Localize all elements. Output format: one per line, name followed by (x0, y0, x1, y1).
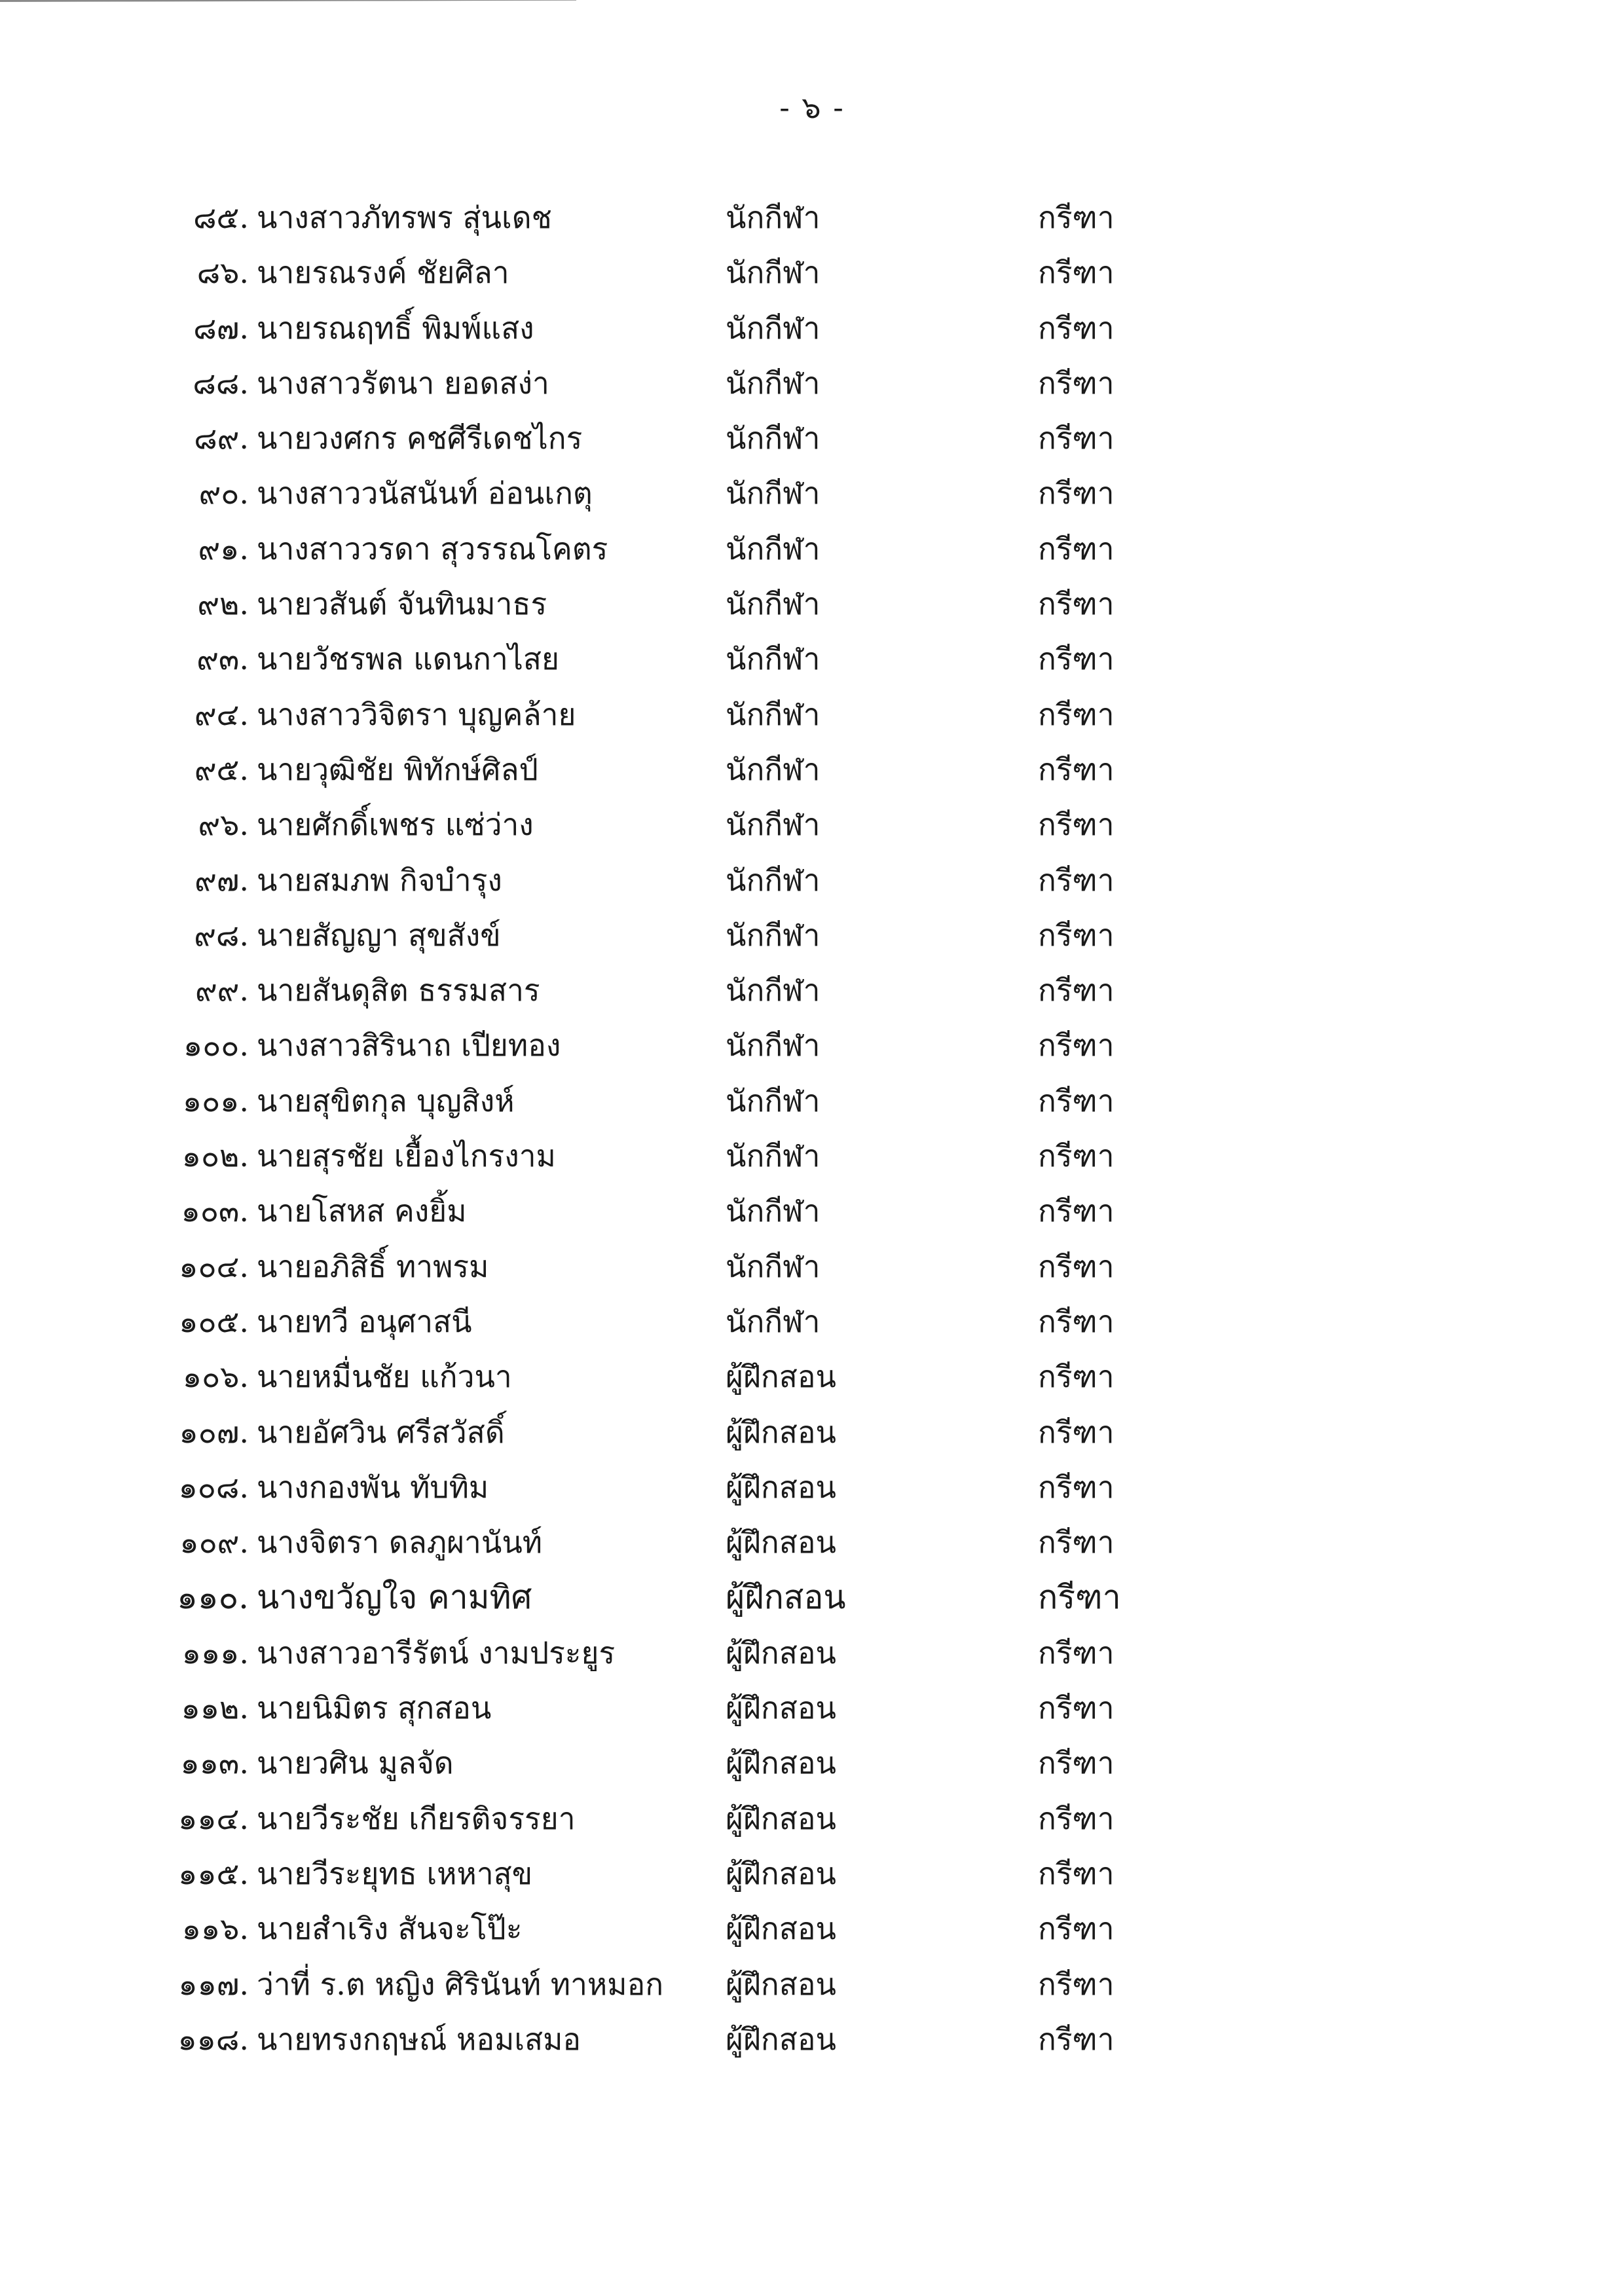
entry-role: ผู้ฝึกสอน (726, 1525, 836, 1561)
entry-sport: กรีฑา (1038, 1690, 1115, 1726)
entry-number: ๑๐๐. (183, 1027, 249, 1063)
entry-role: ผู้ฝึกสอน (726, 1578, 846, 1617)
entry-sport: กรีฑา (1038, 420, 1115, 456)
list-item (0, 466, 1624, 521)
entry-number: ๙๘. (194, 917, 249, 953)
entry-sport: กรีฑา (1038, 1303, 1115, 1339)
list-item (0, 797, 1624, 852)
list-item (0, 853, 1624, 908)
entry-name: นายสุรชัย เยื้องไกรงาม (257, 1138, 556, 1174)
entry-number: ๘๗. (193, 310, 249, 346)
entry-number: ๑๐๕. (179, 1303, 249, 1339)
entry-role: ผู้ฝึกสอน (726, 1414, 836, 1450)
entry-role: นักกีฬา (726, 641, 821, 677)
entry-sport: กรีฑา (1038, 1359, 1115, 1395)
list-item (0, 1680, 1624, 1735)
entry-name: ว่าที่ ร.ต หญิง ศิรินันท์ ทาหมอก (257, 1966, 664, 2002)
entry-name: นายสันดุสิต ธรรมสาร (257, 972, 540, 1008)
entry-sport: กรีฑา (1038, 1800, 1115, 1836)
entry-name: นางสาววรดา สุวรรณโคตร (257, 530, 608, 566)
entry-sport: กรีฑา (1038, 696, 1115, 732)
list-item (0, 576, 1624, 631)
entry-sport: กรีฑา (1038, 1082, 1115, 1118)
entry-role: นักกีฬา (726, 972, 821, 1008)
list-item (0, 1239, 1624, 1294)
entry-number: ๑๑๕. (178, 1855, 249, 1891)
entry-sport: กรีฑา (1038, 1469, 1115, 1505)
entry-name: นายทวี อนุศาสนี (257, 1303, 472, 1339)
entry-number: ๑๐๔. (179, 1248, 249, 1284)
entry-number: ๑๑๗. (178, 1966, 249, 2002)
entry-name: นายวสันต์ จันทินมาธร (257, 586, 547, 622)
entry-name: นางจิตรา ดลภูผานันท์ (257, 1525, 543, 1561)
entry-number: ๑๑๑. (181, 1635, 249, 1671)
list-item (0, 631, 1624, 686)
entry-sport: กรีฑา (1038, 475, 1115, 511)
entry-number: ๑๑๓. (180, 1745, 249, 1781)
entry-role: นักกีฬา (726, 1082, 821, 1118)
entry-number: ๘๙. (194, 420, 249, 456)
entry-name: นางสาวภัทรพร สุ่นเดช (257, 200, 552, 235)
entry-name: นางสาวอารีรัตน์ งามประยูร (257, 1635, 616, 1671)
list-item (0, 1846, 1624, 1901)
entry-sport: กรีฑา (1038, 1027, 1115, 1063)
entry-sport: กรีฑา (1038, 1635, 1115, 1671)
entry-number: ๑๐๑. (182, 1082, 249, 1118)
entry-sport: กรีฑา (1038, 1525, 1115, 1561)
list-item (0, 1128, 1624, 1183)
entry-name: นายศักดิ์เพชร แซ่ว่าง (257, 807, 534, 843)
entry-name: นายรณฤทธิ์ พิมพ์แสง (257, 310, 534, 346)
entry-number: ๑๑๖. (181, 1911, 249, 1947)
list-item (0, 1791, 1624, 1846)
entry-number: ๘๖. (196, 255, 249, 291)
entry-number: ๘๕. (193, 200, 249, 235)
entry-number: ๑๐๖. (182, 1359, 249, 1395)
scan-edge-line (0, 0, 576, 6)
entry-name: นางสาวสิรินาถ เปียทอง (257, 1027, 561, 1063)
entry-role: นักกีฬา (726, 862, 821, 898)
entry-name: นายสัญญา สุขสังข์ (257, 917, 501, 953)
entry-name: นายวีระชัย เกียรติจรรยา (257, 1800, 576, 1836)
entry-role: นักกีฬา (726, 310, 821, 346)
list-item (0, 1073, 1624, 1128)
entry-role: นักกีฬา (726, 1027, 821, 1063)
entry-number: ๙๙. (194, 972, 249, 1008)
entry-number: ๙๕. (194, 751, 249, 787)
list-item (0, 1901, 1624, 1956)
entry-name: นางขวัญใจ คามทิศ (257, 1578, 532, 1617)
entry-role: นักกีฬา (726, 807, 821, 843)
list-item (0, 908, 1624, 963)
entry-number: ๙๓. (196, 641, 249, 677)
entry-role: นักกีฬา (726, 530, 821, 566)
entry-number: ๘๘. (193, 365, 249, 401)
list-item (0, 521, 1624, 576)
entry-number: ๙๖. (198, 807, 249, 843)
entry-name: นายนิมิตร สุกสอน (257, 1690, 492, 1726)
entry-number: ๑๑๐. (177, 1578, 249, 1617)
list-item (0, 356, 1624, 411)
list-item (0, 1735, 1624, 1790)
entry-role: นักกีฬา (726, 586, 821, 622)
list-item (0, 963, 1624, 1018)
list-item (0, 1625, 1624, 1680)
entry-name: นายรณรงค์ ชัยศิลา (257, 255, 509, 291)
entry-sport: กรีฑา (1038, 1578, 1121, 1617)
entry-name: นายวีระยุทธ เหหาสุข (257, 1855, 533, 1891)
entry-number: ๙๗. (194, 862, 249, 898)
entry-sport: กรีฑา (1038, 1138, 1115, 1174)
entry-sport: กรีฑา (1038, 365, 1115, 401)
entry-role: นักกีฬา (726, 1303, 821, 1339)
entry-sport: กรีฑา (1038, 1414, 1115, 1450)
entry-role: นักกีฬา (726, 365, 821, 401)
entry-sport: กรีฑา (1038, 2021, 1115, 2057)
list-item (0, 411, 1624, 466)
entry-name: นางสาววนัสนันท์ อ่อนเกตุ (257, 475, 593, 511)
entry-name: นายสุขิตกุล บุญสิงห์ (257, 1082, 515, 1118)
entry-number: ๑๐๒. (181, 1138, 249, 1174)
entry-role: นักกีฬา (726, 420, 821, 456)
entry-role: ผู้ฝึกสอน (726, 1855, 836, 1891)
entry-sport: กรีฑา (1038, 751, 1115, 787)
entry-role: ผู้ฝึกสอน (726, 1745, 836, 1781)
entry-number: ๑๑๒. (181, 1690, 249, 1726)
entry-sport: กรีฑา (1038, 1966, 1115, 2002)
entry-role: ผู้ฝึกสอน (726, 1469, 836, 1505)
entry-sport: กรีฑา (1038, 972, 1115, 1008)
list-item (0, 1515, 1624, 1570)
entry-role: นักกีฬา (726, 1248, 821, 1284)
entry-role: นักกีฬา (726, 696, 821, 732)
list-item (0, 1957, 1624, 2012)
entry-name: นายวศิน มูลจัด (257, 1745, 454, 1781)
entry-name: นางสาววิจิตรา บุญคล้าย (257, 696, 576, 732)
list-item (0, 1460, 1624, 1515)
entry-number: ๙๑. (198, 530, 249, 566)
name-list (0, 190, 1624, 2067)
entry-sport: กรีฑา (1038, 255, 1115, 291)
entry-number: ๑๑๘. (177, 2021, 249, 2057)
list-item (0, 1405, 1624, 1460)
entry-role: ผู้ฝึกสอน (726, 1690, 836, 1726)
entry-role: นักกีฬา (726, 255, 821, 291)
entry-name: นายทรงกฤษณ์ หอมเสมอ (257, 2021, 581, 2057)
entry-name: นางสาวรัตนา ยอดสง่า (257, 365, 549, 401)
entry-sport: กรีฑา (1038, 641, 1115, 677)
entry-sport: กรีฑา (1038, 862, 1115, 898)
entry-number: ๑๐๘. (178, 1469, 249, 1505)
list-item (0, 742, 1624, 797)
entry-name: นายโสหส คงยิ้ม (257, 1193, 467, 1229)
entry-number: ๑๐๙. (179, 1525, 249, 1561)
list-item (0, 1294, 1624, 1349)
entry-role: นักกีฬา (726, 200, 821, 235)
entry-number: ๑๐๗. (179, 1414, 249, 1450)
list-item (0, 2012, 1624, 2067)
entry-role: นักกีฬา (726, 1193, 821, 1229)
list-item (0, 1570, 1624, 1625)
entry-sport: กรีฑา (1038, 586, 1115, 622)
entry-role: ผู้ฝึกสอน (726, 1800, 836, 1836)
entry-name: นางกองพัน ทับทิม (257, 1469, 489, 1505)
entry-role: ผู้ฝึกสอน (726, 1911, 836, 1947)
entry-number: ๙๒. (197, 586, 249, 622)
entry-sport: กรีฑา (1038, 1193, 1115, 1229)
entry-number: ๑๐๓. (181, 1193, 249, 1229)
entry-role: นักกีฬา (726, 917, 821, 953)
entry-name: นายอัศวิน ศรีสวัสดิ์ (257, 1414, 505, 1450)
entry-name: นายหมื่นชัย แก้วนา (257, 1359, 512, 1395)
entry-number: ๑๑๔. (178, 1800, 249, 1836)
entry-number: ๙๐. (198, 475, 249, 511)
entry-role: ผู้ฝึกสอน (726, 1966, 836, 2002)
list-item (0, 1183, 1624, 1238)
entry-role: นักกีฬา (726, 475, 821, 511)
list-item (0, 1349, 1624, 1404)
list-item (0, 301, 1624, 356)
entry-role: ผู้ฝึกสอน (726, 2021, 836, 2057)
entry-sport: กรีฑา (1038, 1911, 1115, 1947)
entry-number: ๙๔. (194, 696, 249, 732)
entry-role: นักกีฬา (726, 751, 821, 787)
list-item (0, 190, 1624, 245)
list-item (0, 687, 1624, 742)
list-item (0, 245, 1624, 300)
entry-sport: กรีฑา (1038, 200, 1115, 235)
entry-role: ผู้ฝึกสอน (726, 1359, 836, 1395)
entry-sport: กรีฑา (1038, 917, 1115, 953)
list-item (0, 1018, 1624, 1073)
entry-name: นายอภิสิธิ์ ทาพรม (257, 1248, 489, 1284)
entry-sport: กรีฑา (1038, 1248, 1115, 1284)
entry-name: นายวัชรพล แดนกาไสย (257, 641, 559, 677)
entry-role: นักกีฬา (726, 1138, 821, 1174)
entry-name: นายวงศกร คชศีรีเดชไกร (257, 420, 583, 456)
entry-name: นายสมภพ กิจบำรุง (257, 862, 502, 898)
page-number: - ๖ - (779, 90, 845, 125)
entry-sport: กรีฑา (1038, 807, 1115, 843)
entry-role: ผู้ฝึกสอน (726, 1635, 836, 1671)
entry-name: นายสำเริง สันจะโป๊ะ (257, 1911, 523, 1947)
entry-sport: กรีฑา (1038, 530, 1115, 566)
entry-sport: กรีฑา (1038, 310, 1115, 346)
entry-sport: กรีฑา (1038, 1855, 1115, 1891)
entry-sport: กรีฑา (1038, 1745, 1115, 1781)
entry-name: นายวุฒิชัย พิทักษ์ศิลป์ (257, 751, 538, 787)
